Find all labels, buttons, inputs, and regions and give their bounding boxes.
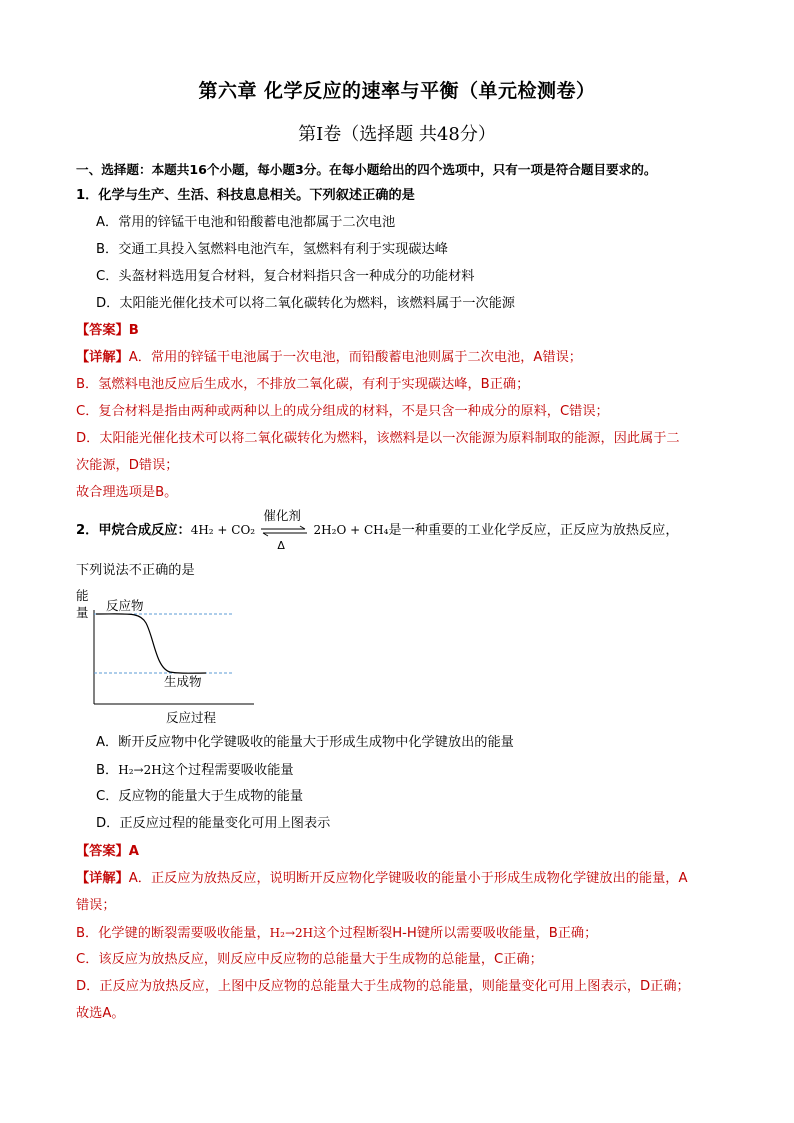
q2-explain-b: B．化学键的断裂需要吸收能量，H₂→2H这个过程断裂H-H键所以需要吸收能量，B正确； (76, 926, 598, 941)
q1-explain-a: 【详解】A．常用的锌锰干电池属于一次电池，而铅酸蓄电池则属于二次电池，A错误； (76, 350, 582, 365)
page-title: 第六章 化学反应的速率与平衡（单元检测卷） (198, 80, 596, 102)
q1-explain-b: B．氢燃料电池反应后生成水，不排放二氧化碳，有利于实现碳达峰，B正确； (76, 377, 530, 392)
heat-label: Δ (277, 539, 285, 552)
section-intro: 一、选择题：本题共16个小题，每小题3分。在每小题给出的四个选项中，只有一项是符合题目要求的。 (76, 162, 657, 177)
catalyst-label: 催化剂 (263, 508, 301, 523)
reaction-left: 4H₂ + CO₂ (190, 523, 256, 537)
reactant-label: 反应物 (106, 598, 144, 613)
energy-curve (96, 614, 206, 673)
q1-option-a: A．常用的锌锰干电池和铅酸蓄电池都属于二次电池 (96, 215, 396, 230)
answer-label: 【答案】 (76, 323, 129, 338)
q1-answer (76, 322, 139, 340)
q2-option-d: D．正反应过程的能量变化可用上图表示 (96, 816, 331, 831)
q2-conclusion: 故选A。 (76, 1006, 125, 1021)
q2-explain-d: D．正反应为放热反应，上图中反应物的总能量大于生成物的总能量，则能量变化可用上图表示，D正确； (76, 979, 690, 994)
q1-stem: 1．化学与生产、生活、科技息息相关。下列叙述正确的是 (76, 188, 415, 203)
option-b-formula: H₂→2H (118, 763, 162, 777)
explain-label: 【详解】 (76, 350, 129, 365)
energy-diagram (74, 588, 264, 728)
answer-value: B (128, 323, 139, 338)
q2-stem: 2．甲烷合成反应：4H₂ + CO₂ 催化剂 Δ 2H₂O + CH₄是一种重要的工业化学反应，正反应为放热反应， (76, 521, 679, 540)
q2-option-b: B．H₂→2H这个过程需要吸收能量 (96, 763, 294, 778)
q1-option-d: D．太阳能光催化技术可以将二氧化碳转化为燃料，该燃料属于一次能源 (96, 296, 515, 311)
q2-option-a: A．断开反应物中化学键吸收的能量大于形成生成物中化学键放出的能量 (96, 735, 514, 750)
explain-label: 【详解】 (76, 871, 129, 886)
q1-explain-c: C．复合材料是指由两种或两种以上的成分组成的材料，不是只含一种成分的原料，C错误； (76, 404, 609, 419)
product-label: 生成物 (164, 674, 202, 689)
q1-explain-d1: D．太阳能光催化技术可以将二氧化碳转化为燃料，该燃料是以一次能源为原料制取的能源，因此属于二 (76, 431, 680, 446)
section-subtitle: 第Ⅰ卷（选择题 共48分） (298, 124, 496, 145)
x-axis-label: 反应过程 (166, 710, 217, 725)
answer-value: A (128, 844, 139, 859)
q2-explain-a1: 【详解】A．正反应为放热反应，说明断开反应物化学键吸收的能量小于形成生成物化学键放出的能量，A (76, 871, 688, 886)
explain-b-formula: H₂→2H (269, 926, 314, 940)
q1-conclusion: 故合理选项是B。 (76, 485, 178, 500)
reaction-right: 2H₂O + CH₄ (313, 523, 389, 537)
q2-answer (76, 843, 139, 861)
equilibrium-arrow (259, 508, 309, 552)
q2-stem-line2: 下列说法不正确的是 (76, 563, 195, 578)
y-axis-label-part2: 量 (76, 605, 89, 620)
q1-option-b: B．交通工具投入氢燃料电池汽车，氢燃料有利于实现碳达峰 (96, 242, 448, 257)
y-axis-label-part1: 能 (76, 588, 89, 603)
q2-explain-c: C．该反应为放热反应，则反应中反应物的总能量大于生成物的总能量，C正确； (76, 952, 543, 967)
q2-explain-a2: 错误； (76, 898, 116, 913)
answer-label: 【答案】 (76, 844, 129, 859)
q2-option-c: C．反应物的能量大于生成物的能量 (96, 789, 304, 804)
q1-explain-d2: 次能源，D错误； (76, 458, 179, 473)
q1-option-c: C．头盔材料选用复合材料，复合材料指只含一种成分的功能材料 (96, 269, 475, 284)
